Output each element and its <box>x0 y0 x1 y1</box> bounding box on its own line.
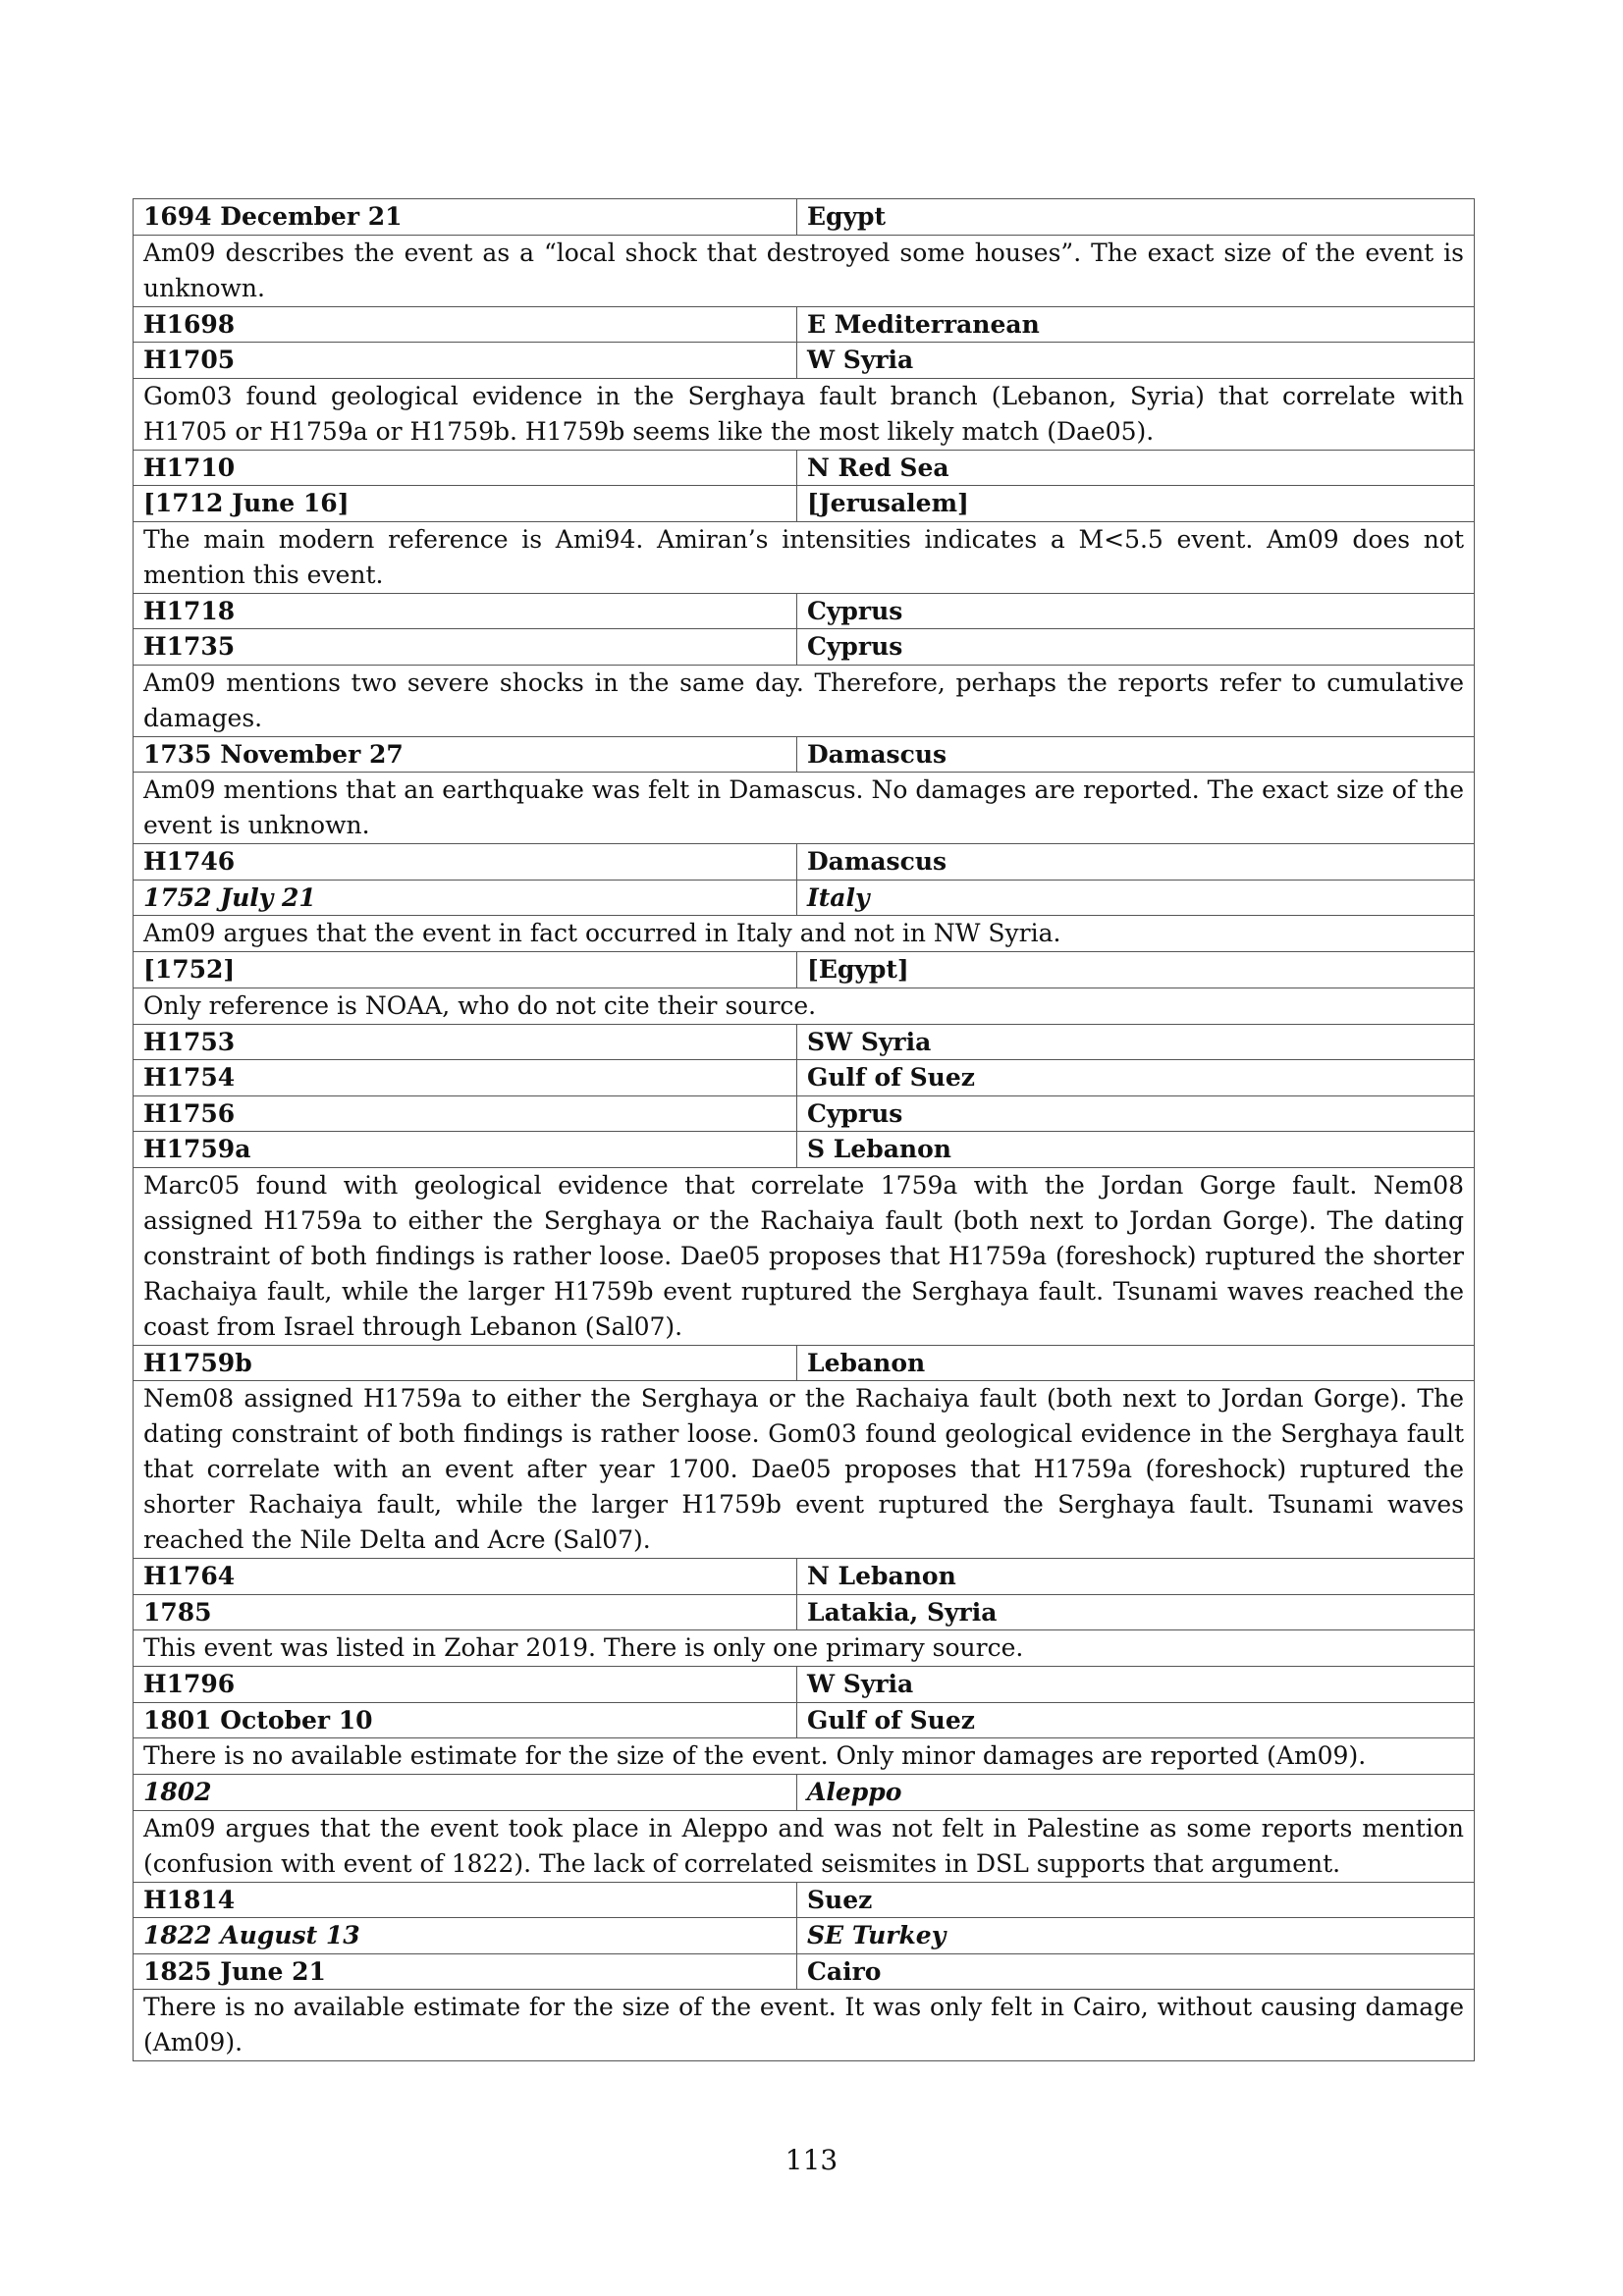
events-table-body <box>134 199 1475 2061</box>
note-row <box>134 1990 1475 2061</box>
event-date: H1764 <box>134 1559 797 1595</box>
event-row <box>134 199 1475 236</box>
event-location: Cyprus <box>797 1095 1475 1132</box>
event-row <box>134 880 1475 916</box>
event-date: 1825 June 21 <box>134 1953 797 1990</box>
event-date: H1759b <box>134 1345 797 1381</box>
event-note: Am09 mentions that an earthquake was felt in Damascus. No damages are reported. The exact size of the event is unknown. <box>134 773 1475 844</box>
note-row <box>134 988 1475 1024</box>
event-location: Aleppo <box>797 1775 1475 1811</box>
event-note: There is no available estimate for the size of the event. It was only felt in Cairo, without causing damage (Am09). <box>134 1990 1475 2061</box>
event-row <box>134 1594 1475 1630</box>
event-location: Lebanon <box>797 1345 1475 1381</box>
event-date: 1752 July 21 <box>134 880 797 916</box>
event-note: Am09 mentions two severe shocks in the same day. Therefore, perhaps the reports refer to cumulative damages. <box>134 665 1475 736</box>
event-row <box>134 1559 1475 1595</box>
event-date: H1814 <box>134 1882 797 1918</box>
note-row <box>134 1381 1475 1559</box>
event-date: H1759a <box>134 1132 797 1168</box>
event-date: H1718 <box>134 593 797 629</box>
earthquake-events-table <box>133 198 1475 2061</box>
event-location: Suez <box>797 1882 1475 1918</box>
event-row <box>134 306 1475 343</box>
note-row <box>134 378 1475 450</box>
event-row <box>134 629 1475 666</box>
note-row <box>134 1167 1475 1345</box>
event-row <box>134 1024 1475 1060</box>
event-date: 1801 October 10 <box>134 1702 797 1738</box>
event-row <box>134 1702 1475 1738</box>
event-location: SE Turkey <box>797 1918 1475 1954</box>
note-row <box>134 521 1475 593</box>
event-row <box>134 1953 1475 1990</box>
event-row <box>134 1775 1475 1811</box>
event-row <box>134 1918 1475 1954</box>
event-date: H1698 <box>134 306 797 343</box>
event-note: Gom03 found geological evidence in the Serghaya fault branch (Lebanon, Syria) that correlate with H1705 or H1759a or H1759b. H1759b seems like the most likely match (Dae05). <box>134 378 1475 450</box>
event-note: Am09 argues that the event in fact occurred in Italy and not in NW Syria. <box>134 916 1475 952</box>
note-row <box>134 1630 1475 1667</box>
event-date: H1735 <box>134 629 797 666</box>
event-row <box>134 486 1475 522</box>
event-row <box>134 1882 1475 1918</box>
event-location: Damascus <box>797 844 1475 881</box>
event-row <box>134 1345 1475 1381</box>
event-date: 1802 <box>134 1775 797 1811</box>
event-note: Am09 argues that the event took place in Aleppo and was not felt in Palestine as some reports mention (confusion with event of 1822). The lack of correlated seismites in DSL supports that argument. <box>134 1810 1475 1882</box>
event-location: W Syria <box>797 343 1475 379</box>
event-location: N Red Sea <box>797 450 1475 486</box>
event-date: 1735 November 27 <box>134 736 797 773</box>
event-location: W Syria <box>797 1667 1475 1703</box>
event-location: Gulf of Suez <box>797 1060 1475 1096</box>
event-row <box>134 952 1475 988</box>
event-date: H1754 <box>134 1060 797 1096</box>
event-location: Cyprus <box>797 593 1475 629</box>
event-location: Damascus <box>797 736 1475 773</box>
event-row <box>134 1060 1475 1096</box>
event-location: Italy <box>797 880 1475 916</box>
note-row <box>134 1738 1475 1775</box>
event-row <box>134 343 1475 379</box>
event-row <box>134 1095 1475 1132</box>
event-note: Nem08 assigned H1759a to either the Serghaya or the Rachaiya fault (both next to Jordan Gorge). The dating constraint of both findings is rather loose. Gom03 found geological evidence in the Serghaya fault that correlate with an event after year 1700. Dae05 proposes that H1759a (foreshock) ruptured the shorter Rachaiya fault, while the larger H1759b event ruptured the Serghaya fault. Tsunami waves reached the Nile Delta and Acre (Sal07). <box>134 1381 1475 1559</box>
event-location: SW Syria <box>797 1024 1475 1060</box>
event-date: [1712 June 16] <box>134 486 797 522</box>
event-location: N Lebanon <box>797 1559 1475 1595</box>
event-note: This event was listed in Zohar 2019. There is only one primary source. <box>134 1630 1475 1667</box>
event-note: Marc05 found with geological evidence that correlate 1759a with the Jordan Gorge fault. Nem08 assigned H1759a to either the Serghaya or the Rachaiya fault (both next to Jordan Gorge). The dating constraint of both findings is rather loose. Dae05 proposes that H1759a (foreshock) ruptured the shorter Rachaiya fault, while the larger H1759b event ruptured the Serghaya fault. Tsunami waves reached the coast from Israel through Lebanon (Sal07). <box>134 1167 1475 1345</box>
event-date: H1705 <box>134 343 797 379</box>
event-location: Latakia, Syria <box>797 1594 1475 1630</box>
event-location: E Mediterranean <box>797 306 1475 343</box>
event-date: H1753 <box>134 1024 797 1060</box>
event-note: The main modern reference is Ami94. Amiran’s intensities indicates a M<5.5 event. Am09 does not mention this event. <box>134 521 1475 593</box>
note-row <box>134 1810 1475 1882</box>
event-date: H1710 <box>134 450 797 486</box>
event-date: 1822 August 13 <box>134 1918 797 1954</box>
event-note: Only reference is NOAA, who do not cite their source. <box>134 988 1475 1024</box>
event-location: Cyprus <box>797 629 1475 666</box>
page-number: 113 <box>784 2144 839 2176</box>
event-date: [1752] <box>134 952 797 988</box>
event-location: Cairo <box>797 1953 1475 1990</box>
event-row <box>134 736 1475 773</box>
event-note: Am09 describes the event as a “local shock that destroyed some houses”. The exact size of the event is unknown. <box>134 235 1475 306</box>
event-date: 1694 December 21 <box>134 199 797 236</box>
event-row <box>134 593 1475 629</box>
event-row <box>134 844 1475 881</box>
note-row <box>134 916 1475 952</box>
event-row <box>134 1132 1475 1168</box>
note-row <box>134 235 1475 306</box>
note-row <box>134 665 1475 736</box>
event-location: Egypt <box>797 199 1475 236</box>
event-date: H1746 <box>134 844 797 881</box>
note-row <box>134 773 1475 844</box>
event-location: Gulf of Suez <box>797 1702 1475 1738</box>
event-row <box>134 1667 1475 1703</box>
event-location: [Egypt] <box>797 952 1475 988</box>
event-date: 1785 <box>134 1594 797 1630</box>
event-location: [Jerusalem] <box>797 486 1475 522</box>
event-note: There is no available estimate for the size of the event. Only minor damages are reported (Am09). <box>134 1738 1475 1775</box>
event-date: H1756 <box>134 1095 797 1132</box>
event-row <box>134 450 1475 486</box>
event-location: S Lebanon <box>797 1132 1475 1168</box>
event-date: H1796 <box>134 1667 797 1703</box>
